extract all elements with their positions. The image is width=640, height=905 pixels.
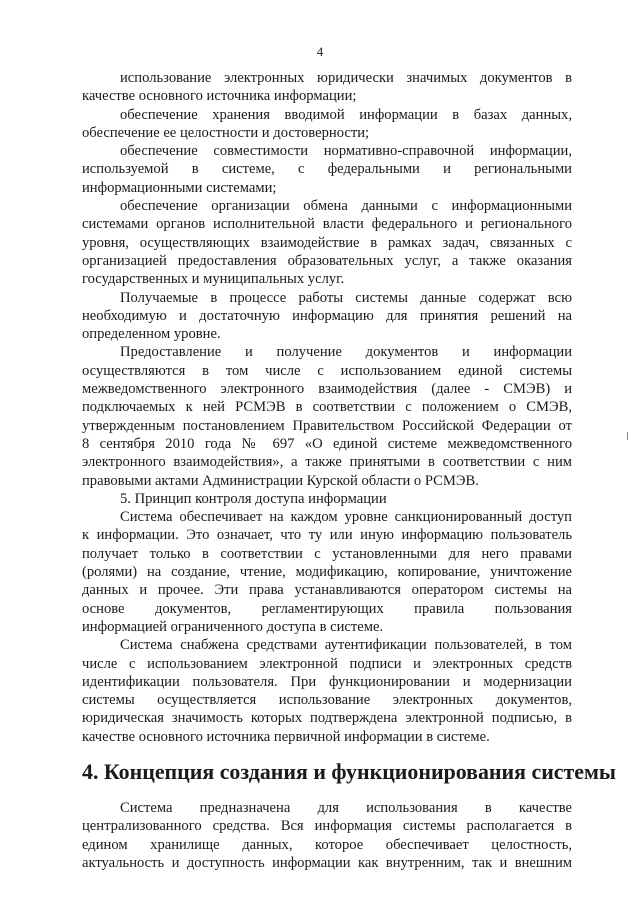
text-line: используемой в системе, с федеральными и региональными — [82, 161, 572, 178]
paragraph — [82, 142, 572, 197]
text-line: использование электронных юридически значимых документов в — [120, 70, 572, 86]
text-line: подключаемых к ней РСМЭВ в соответствии с положением о СМЭВ, — [82, 399, 572, 416]
paragraph — [82, 490, 572, 508]
text-line: правовыми актами Администрации Курской области о РСМЭВ. — [82, 472, 479, 489]
text-line: централизованного средства. Вся информация системы располагается в — [82, 818, 572, 835]
text-line: определенном уровне. — [82, 326, 221, 343]
page-number: 4 — [316, 44, 324, 59]
text-line: Система предназначена для использования в качестве — [120, 799, 572, 816]
text-line: (ролями) на создание, чтение, модификацию, копирование, уничтожение — [82, 564, 572, 581]
text-line: Получаемые в процессе работы системы данные содержат всю — [120, 289, 572, 306]
text-line: основе документов, регламентирующих правила пользования — [82, 600, 572, 617]
text-line: данных и прочее. Эти права устанавливаются оператором системы на — [82, 582, 572, 599]
text-line: системы осуществляется использование электронных документов, — [82, 692, 572, 709]
text-line: организацией предоставления образовательных услуг, а также оказания — [82, 252, 572, 269]
text-line: информационными системами; — [82, 179, 277, 196]
text-line: электронного взаимодействия», а также принятыми в соответствии с ним — [82, 454, 572, 471]
text-line: необходимую и достаточную информацию для принятия решений на — [82, 307, 572, 324]
text-line: 8 сентября 2010 года № 697 «О единой системе межведомственного — [82, 435, 572, 452]
paragraph — [82, 508, 572, 636]
paragraph — [82, 343, 572, 489]
text-line: обеспечение хранения вводимой информации в базах данных, — [120, 106, 572, 123]
text-line: осуществляются в том числе с использованием единой системы — [82, 362, 572, 379]
paragraph — [82, 106, 572, 143]
text-line: уровня, осуществляющих взаимодействие в рамках задач, связанных с — [82, 234, 572, 251]
text-line: системами органов исполнительной власти федерального и регионального — [82, 216, 572, 233]
text-line: 5. Принцип контроля доступа информации — [120, 490, 387, 507]
text-line: актуальность и доступность информации как внутренним, так и внешним — [82, 854, 572, 871]
text-line: получает только в соответствии с установленными для него правами — [82, 545, 572, 562]
text-line: качестве основного источника информации; — [82, 88, 357, 105]
text-line: утвержденным постановлением Правительством Российской Федерации от — [82, 417, 572, 434]
text-line: межведомственного электронного взаимодействия (далее - СМЭВ) и — [82, 381, 572, 398]
text-line: обеспечение совместимости нормативно-справочной информации, — [120, 143, 572, 160]
text-line: обеспечение ее целостности и достоверности; — [82, 124, 370, 141]
paragraph — [82, 197, 572, 288]
text-line: Система снабжена средствами аутентификации пользователей, в том — [120, 637, 572, 654]
text-line: качестве основного источника первичной информации в системе. — [82, 728, 490, 745]
paragraph — [82, 289, 572, 344]
paragraph — [82, 799, 572, 872]
text-line: числе с использованием электронной подписи и электронных средств — [82, 655, 572, 672]
paragraph — [82, 69, 572, 106]
text-line: к информации. Это означает, что ту или иную информацию пользователь — [82, 527, 572, 544]
text-line: Предоставление и получение документов и информации — [120, 344, 572, 361]
text-line: юридическая значимость которых подтверждена электронной подписью, в — [82, 710, 572, 727]
paragraphs-before-heading — [82, 69, 572, 746]
section-heading: 4. Концепция создания и функционирования системы — [82, 758, 616, 784]
paragraphs-after-heading — [82, 799, 572, 872]
text-line: информацией ограниченного доступа в системе. — [82, 618, 384, 635]
margin-mark — [627, 432, 628, 440]
text-line: Система обеспечивает на каждом уровне санкционированный доступ — [120, 509, 572, 526]
text-line: едином хранилище данных, которое обеспечивает целостность, — [82, 836, 572, 853]
text-line: государственных и муниципальных услуг. — [82, 271, 345, 288]
paragraph — [82, 636, 572, 746]
text-line: идентификации пользователя. При функционировании и модернизации — [82, 673, 572, 690]
document-body — [82, 69, 616, 872]
text-line: обеспечение организации обмена данными с информационными — [120, 198, 572, 215]
